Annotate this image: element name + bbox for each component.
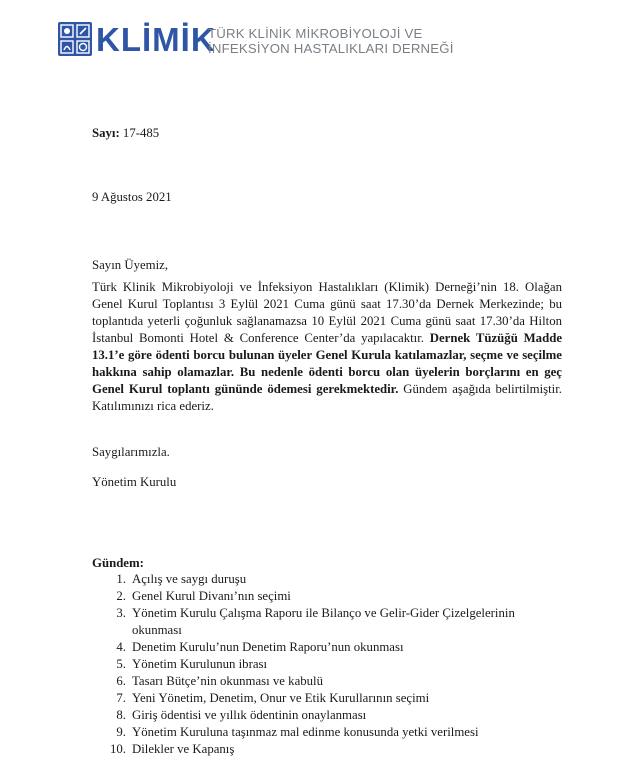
agenda-item-number: 8.	[116, 708, 126, 722]
agenda-item-text: Yönetim Kuruluna taşınmaz mal edinme konusunda yetki verilmesi	[132, 725, 479, 739]
agenda-item-number: 9.	[116, 725, 126, 739]
reference-number	[92, 125, 562, 142]
agenda-item-number: 1.	[116, 572, 126, 586]
agenda-item-number: 3.	[116, 606, 126, 620]
organization-name-line1: TÜRK KLİNİK MİKROBİYOLOJİ VE	[208, 26, 423, 41]
agenda-item-number: 7.	[116, 691, 126, 705]
letterhead	[58, 20, 618, 60]
body-end: Gündem aşağıda belirtilmiştir. Katılımınızı rica ederiz.	[92, 382, 562, 413]
klimik-logo-icon	[58, 22, 92, 56]
agenda-item	[92, 673, 562, 690]
agenda-item	[92, 724, 562, 741]
agenda-item-number: 10.	[110, 742, 126, 756]
letter-date: 9 Ağustos 2021	[92, 190, 172, 204]
agenda-item-text: Yeni Yönetim, Denetim, Onur ve Etik Kurullarının seçimi	[132, 691, 430, 705]
agenda-item	[92, 656, 562, 673]
agenda-item-number: 6.	[116, 674, 126, 688]
agenda-item-text: Yönetim Kurulu Çalışma Raporu ile Bilanço ve Gelir-Gider Çizelgelerinin okunması	[132, 606, 515, 637]
body-bold-notice: Dernek Tüzüğü Madde 13.1’e göre ödenti borcu bulunan üyeler Genel Kurula katılamazlar, seçme ve seçilme hakkına sahip olamazlar. Bu nedenle ödenti borcu olan üyelerin borçlarını en geç Genel Kurul toplantı gününde ödemesi gerekmektedir.	[92, 331, 562, 396]
agenda-item	[92, 571, 562, 588]
body-intro: Türk Klinik Mikrobiyoloji ve İnfeksiyon Hastalıkları (Klimik) Derneği’nin 18. Olağan Genel Kurul Toplantısı 3 Eylül 2021 Cuma günü saat 17.30’da Dernek Merkezinde; bu toplantıda yeterli çoğunluk sağlanamazsa 10 Eylül 2021 Cuma günü saat 17.30’da Hilton İstanbul Bomonti Hotel & Conference Center’da yapılacaktır.	[92, 280, 562, 345]
agenda-list	[92, 571, 562, 758]
organization-name-line2: İNFEKSİYON HASTALIKLARI DERNEĞİ	[208, 41, 454, 56]
salutation: Sayın Üyemiz,	[92, 258, 169, 272]
agenda-item-number: 5.	[116, 657, 126, 671]
agenda-item-number: 2.	[116, 589, 126, 603]
agenda-item-text: Giriş ödentisi ve yıllık ödentinin onaylanması	[132, 708, 367, 722]
agenda-item-text: Yönetim Kurulunun ibrası	[132, 657, 268, 671]
agenda-item-text: Genel Kurul Divanı’nın seçimi	[132, 589, 291, 603]
agenda-item	[92, 707, 562, 724]
agenda-item-text: Tasarı Bütçe’nin okunması ve kabulü	[132, 674, 324, 688]
agenda-item-text: Denetim Kurulu’nun Denetim Raporu’nun okunması	[132, 640, 404, 654]
agenda-item	[92, 690, 562, 707]
agenda-item	[92, 605, 562, 639]
agenda-item	[92, 741, 562, 758]
closing: Saygılarımızla.	[92, 445, 170, 459]
agenda-title: Gündem:	[92, 556, 144, 570]
reference-value: 17-485	[119, 126, 160, 140]
agenda-item-text: Açılış ve saygı duruşu	[132, 572, 247, 586]
agenda-item-text: Dilekler ve Kapanış	[132, 742, 235, 756]
reference-label: Sayı:	[92, 126, 120, 140]
signature: Yönetim Kurulu	[92, 475, 177, 489]
agenda-item	[92, 639, 562, 656]
logo-wordmark: KLİMİK	[96, 21, 216, 58]
organization-name	[208, 26, 454, 56]
agenda-item-number: 4.	[116, 640, 126, 654]
agenda-item	[92, 588, 562, 605]
body-paragraph	[92, 279, 562, 415]
